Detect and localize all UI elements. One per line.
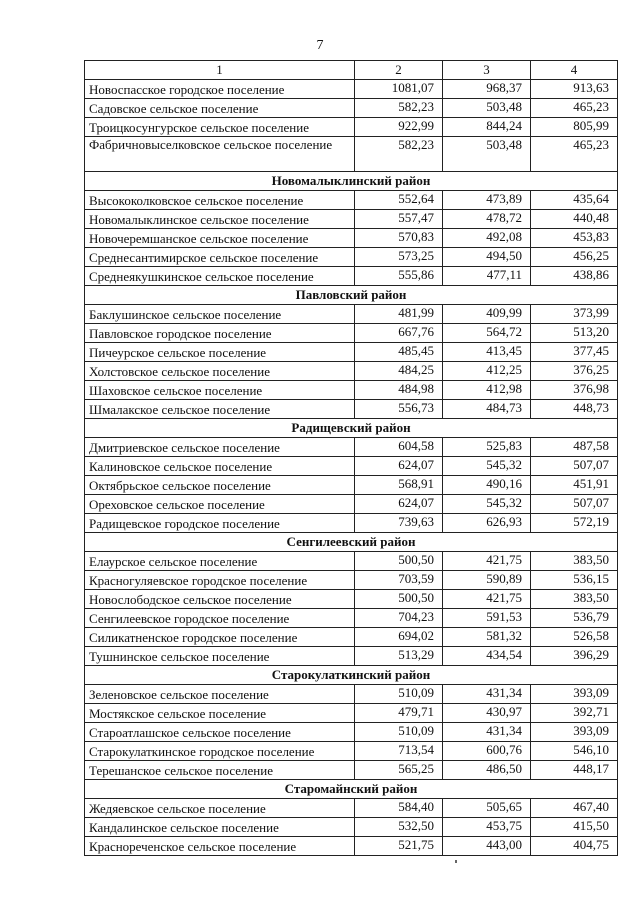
table-row bbox=[85, 571, 618, 590]
table-row bbox=[85, 704, 618, 723]
district-header-row bbox=[85, 666, 618, 685]
table-row bbox=[85, 609, 618, 628]
settlement-name: Мостякское сельское поселение bbox=[85, 704, 355, 723]
table-row bbox=[85, 305, 618, 324]
value-col-2: 570,83 bbox=[355, 229, 443, 248]
value-col-4: 376,25 bbox=[531, 362, 618, 381]
table-row bbox=[85, 118, 618, 137]
value-col-4: 404,75 bbox=[531, 837, 618, 856]
table-row bbox=[85, 476, 618, 495]
settlement-name: Елаурское сельское поселение bbox=[85, 552, 355, 571]
value-col-4: 396,29 bbox=[531, 647, 618, 666]
settlement-name: Павловское городское поселение bbox=[85, 324, 355, 343]
value-col-3: 590,89 bbox=[443, 571, 531, 590]
table-row bbox=[85, 229, 618, 248]
value-col-4: 393,09 bbox=[531, 685, 618, 704]
value-col-2: 667,76 bbox=[355, 324, 443, 343]
settlement-name: Октябрьское сельское поселение bbox=[85, 476, 355, 495]
value-col-3: 412,25 bbox=[443, 362, 531, 381]
value-col-3: 431,34 bbox=[443, 685, 531, 704]
value-col-3: 492,08 bbox=[443, 229, 531, 248]
value-col-4: 487,58 bbox=[531, 438, 618, 457]
value-col-2: 739,63 bbox=[355, 514, 443, 533]
value-col-3: 421,75 bbox=[443, 552, 531, 571]
value-col-2: 500,50 bbox=[355, 590, 443, 609]
value-col-4: 536,15 bbox=[531, 571, 618, 590]
value-col-2: 584,40 bbox=[355, 799, 443, 818]
value-col-3: 473,89 bbox=[443, 191, 531, 210]
table-header-row bbox=[85, 61, 618, 80]
table-row bbox=[85, 137, 618, 172]
value-col-4: 451,91 bbox=[531, 476, 618, 495]
district-name: Радищевский район bbox=[85, 419, 618, 438]
value-col-3: 477,11 bbox=[443, 267, 531, 286]
value-col-2: 510,09 bbox=[355, 685, 443, 704]
value-col-2: 922,99 bbox=[355, 118, 443, 137]
settlement-name: Новомалыклинское сельское поселение bbox=[85, 210, 355, 229]
district-header-row bbox=[85, 780, 618, 799]
value-col-2: 568,91 bbox=[355, 476, 443, 495]
value-col-3: 564,72 bbox=[443, 324, 531, 343]
value-col-3: 503,48 bbox=[443, 99, 531, 118]
settlement-name: Фабричновыселковское сельское поселение bbox=[85, 137, 355, 172]
value-col-3: 431,34 bbox=[443, 723, 531, 742]
settlement-name: Среднесантимирское сельское поселение bbox=[85, 248, 355, 267]
value-col-4: 546,10 bbox=[531, 742, 618, 761]
value-col-2: 479,71 bbox=[355, 704, 443, 723]
scan-mark bbox=[455, 860, 457, 863]
settlement-name: Старокулаткинское городское поселение bbox=[85, 742, 355, 761]
value-col-3: 421,75 bbox=[443, 590, 531, 609]
value-col-4: 448,17 bbox=[531, 761, 618, 780]
table-row bbox=[85, 99, 618, 118]
value-col-2: 624,07 bbox=[355, 457, 443, 476]
table-row bbox=[85, 381, 618, 400]
value-col-2: 557,47 bbox=[355, 210, 443, 229]
table-row bbox=[85, 552, 618, 571]
table-body bbox=[85, 61, 618, 856]
settlement-name: Калиновское сельское поселение bbox=[85, 457, 355, 476]
settlement-name: Красногуляевское городское поселение bbox=[85, 571, 355, 590]
value-col-4: 513,20 bbox=[531, 324, 618, 343]
column-header: 2 bbox=[355, 61, 443, 80]
value-col-4: 438,86 bbox=[531, 267, 618, 286]
table-row bbox=[85, 723, 618, 742]
table-row bbox=[85, 248, 618, 267]
district-name: Сенгилеевский район bbox=[85, 533, 618, 552]
table-row bbox=[85, 647, 618, 666]
value-col-3: 434,54 bbox=[443, 647, 531, 666]
settlement-name: Новослободское сельское поселение bbox=[85, 590, 355, 609]
value-col-2: 500,50 bbox=[355, 552, 443, 571]
table-row bbox=[85, 267, 618, 286]
value-col-3: 581,32 bbox=[443, 628, 531, 647]
value-col-3: 591,53 bbox=[443, 609, 531, 628]
value-col-2: 565,25 bbox=[355, 761, 443, 780]
table-row bbox=[85, 438, 618, 457]
value-col-4: 440,48 bbox=[531, 210, 618, 229]
settlement-name: Староатлашское сельское поселение bbox=[85, 723, 355, 742]
table-row bbox=[85, 742, 618, 761]
settlement-name: Тушнинское сельское поселение bbox=[85, 647, 355, 666]
table-row bbox=[85, 324, 618, 343]
value-col-3: 484,73 bbox=[443, 400, 531, 419]
value-col-2: 510,09 bbox=[355, 723, 443, 742]
value-col-4: 456,25 bbox=[531, 248, 618, 267]
table-row bbox=[85, 343, 618, 362]
value-col-4: 507,07 bbox=[531, 457, 618, 476]
settlement-name: Кандалинское сельское поселение bbox=[85, 818, 355, 837]
district-name: Новомалыклинский район bbox=[85, 172, 618, 191]
value-col-2: 513,29 bbox=[355, 647, 443, 666]
table-row bbox=[85, 400, 618, 419]
district-header-row bbox=[85, 533, 618, 552]
value-col-4: 393,09 bbox=[531, 723, 618, 742]
district-header-row bbox=[85, 419, 618, 438]
settlement-name: Дмитриевское сельское поселение bbox=[85, 438, 355, 457]
settlement-name: Силикатненское городское поселение bbox=[85, 628, 355, 647]
table-row bbox=[85, 80, 618, 99]
value-col-4: 435,64 bbox=[531, 191, 618, 210]
value-col-4: 448,73 bbox=[531, 400, 618, 419]
district-header-row bbox=[85, 286, 618, 305]
value-col-4: 526,58 bbox=[531, 628, 618, 647]
value-col-3: 505,65 bbox=[443, 799, 531, 818]
settlement-name: Новоспасское городское поселение bbox=[85, 80, 355, 99]
value-col-4: 536,79 bbox=[531, 609, 618, 628]
settlement-name: Краснореченское сельское поселение bbox=[85, 837, 355, 856]
table-row bbox=[85, 457, 618, 476]
value-col-2: 1081,07 bbox=[355, 80, 443, 99]
table-row bbox=[85, 685, 618, 704]
value-col-3: 412,98 bbox=[443, 381, 531, 400]
value-col-3: 413,45 bbox=[443, 343, 531, 362]
district-name: Старомайнский район bbox=[85, 780, 618, 799]
value-col-4: 392,71 bbox=[531, 704, 618, 723]
value-col-2: 704,23 bbox=[355, 609, 443, 628]
settlement-name: Терешанское сельское поселение bbox=[85, 761, 355, 780]
value-col-4: 805,99 bbox=[531, 118, 618, 137]
page-number: 7 bbox=[316, 38, 324, 53]
settlement-name: Троицкосунгурское сельское поселение bbox=[85, 118, 355, 137]
value-col-4: 572,19 bbox=[531, 514, 618, 533]
table-row bbox=[85, 210, 618, 229]
column-header: 3 bbox=[443, 61, 531, 80]
value-col-3: 844,24 bbox=[443, 118, 531, 137]
value-col-3: 453,75 bbox=[443, 818, 531, 837]
value-col-2: 481,99 bbox=[355, 305, 443, 324]
value-col-3: 545,32 bbox=[443, 495, 531, 514]
value-col-4: 373,99 bbox=[531, 305, 618, 324]
value-col-4: 465,23 bbox=[531, 137, 618, 172]
value-col-2: 713,54 bbox=[355, 742, 443, 761]
value-col-3: 430,97 bbox=[443, 704, 531, 723]
settlement-name: Холстовское сельское поселение bbox=[85, 362, 355, 381]
value-col-2: 703,59 bbox=[355, 571, 443, 590]
value-col-3: 600,76 bbox=[443, 742, 531, 761]
value-col-2: 556,73 bbox=[355, 400, 443, 419]
settlement-name: Ореховское сельское поселение bbox=[85, 495, 355, 514]
value-col-2: 582,23 bbox=[355, 99, 443, 118]
value-col-3: 503,48 bbox=[443, 137, 531, 172]
value-col-2: 485,45 bbox=[355, 343, 443, 362]
table-row bbox=[85, 362, 618, 381]
settlement-name: Шмалакское сельское поселение bbox=[85, 400, 355, 419]
value-col-4: 465,23 bbox=[531, 99, 618, 118]
value-col-4: 376,98 bbox=[531, 381, 618, 400]
settlement-name: Среднеякушкинское сельское поселение bbox=[85, 267, 355, 286]
value-col-2: 604,58 bbox=[355, 438, 443, 457]
value-col-3: 545,32 bbox=[443, 457, 531, 476]
value-col-4: 467,40 bbox=[531, 799, 618, 818]
value-col-3: 525,83 bbox=[443, 438, 531, 457]
settlement-name: Жедяевское сельское поселение bbox=[85, 799, 355, 818]
table-row bbox=[85, 761, 618, 780]
value-col-2: 694,02 bbox=[355, 628, 443, 647]
value-col-3: 494,50 bbox=[443, 248, 531, 267]
settlement-name: Новочеремшанское сельское поселение bbox=[85, 229, 355, 248]
table-row bbox=[85, 799, 618, 818]
settlement-name: Пичеурское сельское поселение bbox=[85, 343, 355, 362]
value-col-4: 383,50 bbox=[531, 590, 618, 609]
value-col-3: 409,99 bbox=[443, 305, 531, 324]
value-col-2: 624,07 bbox=[355, 495, 443, 514]
table-row bbox=[85, 495, 618, 514]
value-col-3: 478,72 bbox=[443, 210, 531, 229]
value-col-3: 443,00 bbox=[443, 837, 531, 856]
value-col-3: 490,16 bbox=[443, 476, 531, 495]
value-col-4: 383,50 bbox=[531, 552, 618, 571]
settlement-name: Радищевское городское поселение bbox=[85, 514, 355, 533]
table-row bbox=[85, 514, 618, 533]
value-col-4: 453,83 bbox=[531, 229, 618, 248]
settlements-table bbox=[84, 60, 618, 856]
value-col-2: 582,23 bbox=[355, 137, 443, 172]
value-col-2: 484,98 bbox=[355, 381, 443, 400]
table-row bbox=[85, 590, 618, 609]
table-row bbox=[85, 818, 618, 837]
value-col-4: 415,50 bbox=[531, 818, 618, 837]
value-col-2: 573,25 bbox=[355, 248, 443, 267]
value-col-3: 486,50 bbox=[443, 761, 531, 780]
settlement-name: Садовское сельское поселение bbox=[85, 99, 355, 118]
value-col-3: 626,93 bbox=[443, 514, 531, 533]
value-col-2: 552,64 bbox=[355, 191, 443, 210]
table-row bbox=[85, 837, 618, 856]
column-header: 4 bbox=[531, 61, 618, 80]
value-col-4: 913,63 bbox=[531, 80, 618, 99]
value-col-4: 377,45 bbox=[531, 343, 618, 362]
settlement-name: Зеленовское сельское поселение bbox=[85, 685, 355, 704]
table-row bbox=[85, 191, 618, 210]
column-header: 1 bbox=[85, 61, 355, 80]
settlement-name: Шаховское сельское поселение bbox=[85, 381, 355, 400]
settlement-name: Высококолковское сельское поселение bbox=[85, 191, 355, 210]
district-header-row bbox=[85, 172, 618, 191]
district-name: Старокулаткинский район bbox=[85, 666, 618, 685]
value-col-2: 484,25 bbox=[355, 362, 443, 381]
value-col-2: 532,50 bbox=[355, 818, 443, 837]
district-name: Павловский район bbox=[85, 286, 618, 305]
settlement-name: Сенгилеевское городское поселение bbox=[85, 609, 355, 628]
value-col-4: 507,07 bbox=[531, 495, 618, 514]
value-col-3: 968,37 bbox=[443, 80, 531, 99]
settlement-name: Баклушинское сельское поселение bbox=[85, 305, 355, 324]
table-row bbox=[85, 628, 618, 647]
value-col-2: 555,86 bbox=[355, 267, 443, 286]
value-col-2: 521,75 bbox=[355, 837, 443, 856]
